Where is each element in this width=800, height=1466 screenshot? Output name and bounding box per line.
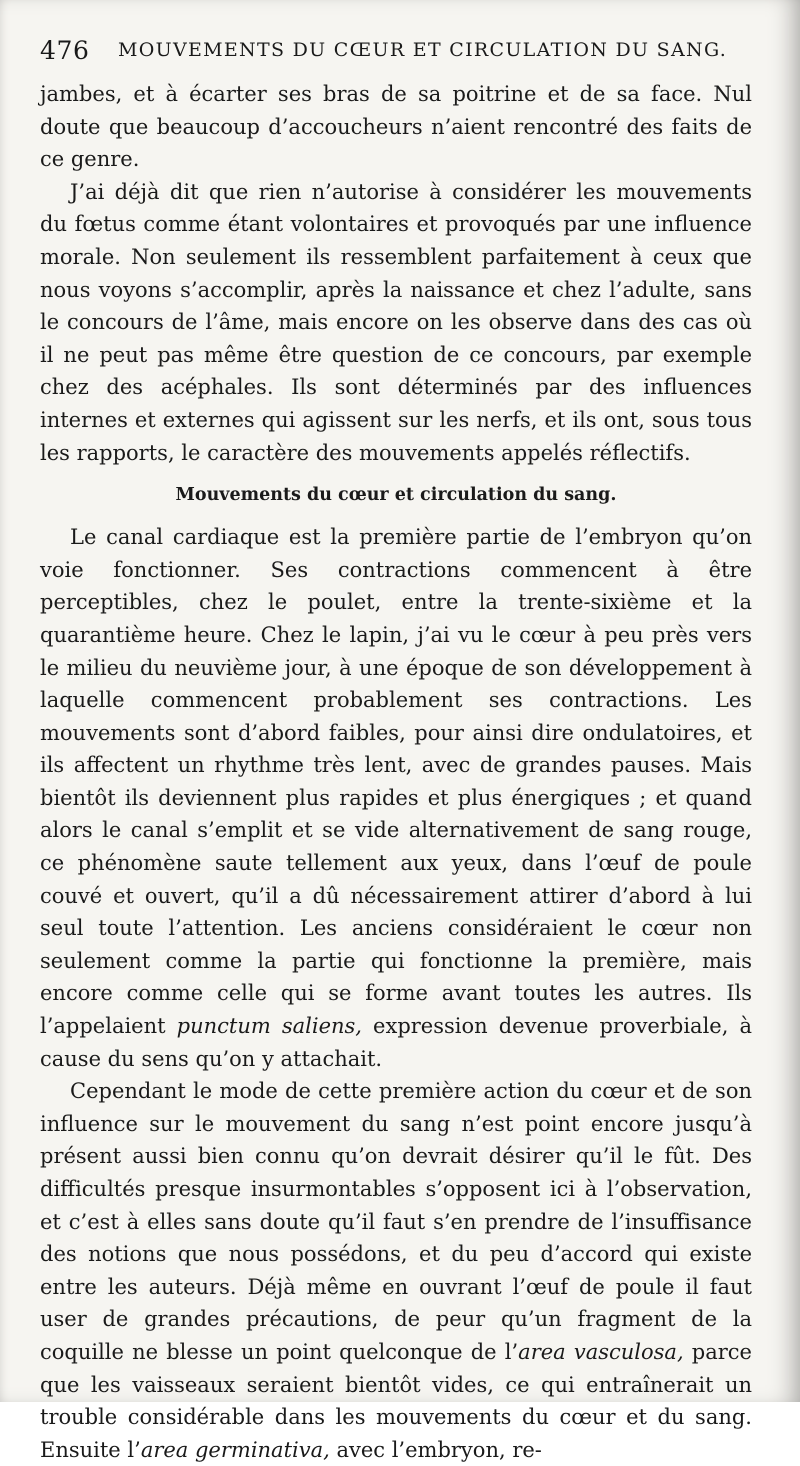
section-heading: Mouvements du cœur et circulation du sang. bbox=[175, 485, 617, 506]
paragraph-continued: jambes, et à écarter ses bras de sa poitrine et de sa face. Nul doute que beaucoup d’accoucheurs n’aient rencontré des faits de ce genre. bbox=[40, 82, 752, 172]
paragraph-fetal-movements: J’ai déjà dit que rien n’autorise à considérer les mouvements du fœtus comme étant volontaires et provoqués par une influence morale. Non seulement ils ressemblent parfaitement à ceux que nous voyons s’accomplir, après la naissance et chez l’adulte, sans le concours de l’âme, mais encore on les observe dans des cas où il ne peut pas même être question de ce concours, par exemple chez des acéphales. Ils sont déterminés par des influences internes et externes qui agissent sur les nerfs, et ils ont, sous tous les rapports, le caractère des mouvements appelés réflectifs. bbox=[40, 179, 752, 465]
paragraph-first-action bbox=[40, 1075, 752, 1466]
running-head: MOUVEMENTS DU CŒUR ET CIRCULATION DU SANG. bbox=[118, 39, 728, 61]
paragraph-text: parce que les vaisseaux seraient bientôt vides, ce qui entraînerait un trouble considérable dans les mouvements du cœur et du sang. Ensuite l’ bbox=[40, 1339, 752, 1462]
italic-term: area germinativa, bbox=[140, 1437, 330, 1462]
paragraph-text: Le canal cardiaque est la première partie de l’embryon qu’on voie fonctionner. Ses contractions commencent à être perceptibles, chez le poulet, entre la trente-sixième et la quarantième heure. Chez le lapin, j’ai vu le cœur à peu près vers le milieu du neuvième jour, à une époque de son développement à laquelle commencent probablement ses contractions. Les mouvements sont d’abord faibles, pour ainsi dire ondulatoires, et ils affectent un rhythme très lent, avec de grandes pauses. Mais bientôt ils deviennent plus rapides et plus énergiques ; et quand alors le canal s’emplit et se vide alternativement de sang rouge, ce phénomène saute tellement aux yeux, dans l’œuf de poule couvé et ouvert, qu’il a dû nécessairement attirer d’abord à lui seul toute l’attention. Les anciens considéraient le cœur non seulement comme la partie qui fonctionne la première, mais encore comme celle qui se forme avant toutes les autres. Ils l’appelaient bbox=[40, 525, 752, 1039]
italic-term: punctum saliens, bbox=[176, 1014, 362, 1039]
paragraph-cardiac-canal bbox=[40, 521, 752, 1075]
paragraph-text: Cependant le mode de cette première action du cœur et de son influence sur le mouvement du sang n’est point encore jusqu’à présent aussi bien connu qu’on devrait désirer qu’il le fût. Des difficultés presque insurmontables s’opposent ici à l’observation, et c’est à elles sans doute qu’il faut s’en prendre de l’insuffisance des notions que nous possédons, et du peu d’accord qui existe entre les auteurs. Déjà même en ouvrant l’œuf de poule il faut user de grandes précautions, de peur qu’un fragment de la coquille ne blesse un point quelconque de l’ bbox=[40, 1079, 752, 1364]
page-header bbox=[40, 36, 760, 70]
paragraph-text: avec l’embryon, re- bbox=[329, 1437, 542, 1462]
paragraph-text: expression devenue proverbiale, à cause du sens qu’on y attachait. bbox=[40, 1014, 752, 1071]
body-text bbox=[40, 78, 752, 1466]
page-number: 476 bbox=[40, 36, 90, 65]
italic-term: area vasculosa, bbox=[518, 1339, 684, 1364]
